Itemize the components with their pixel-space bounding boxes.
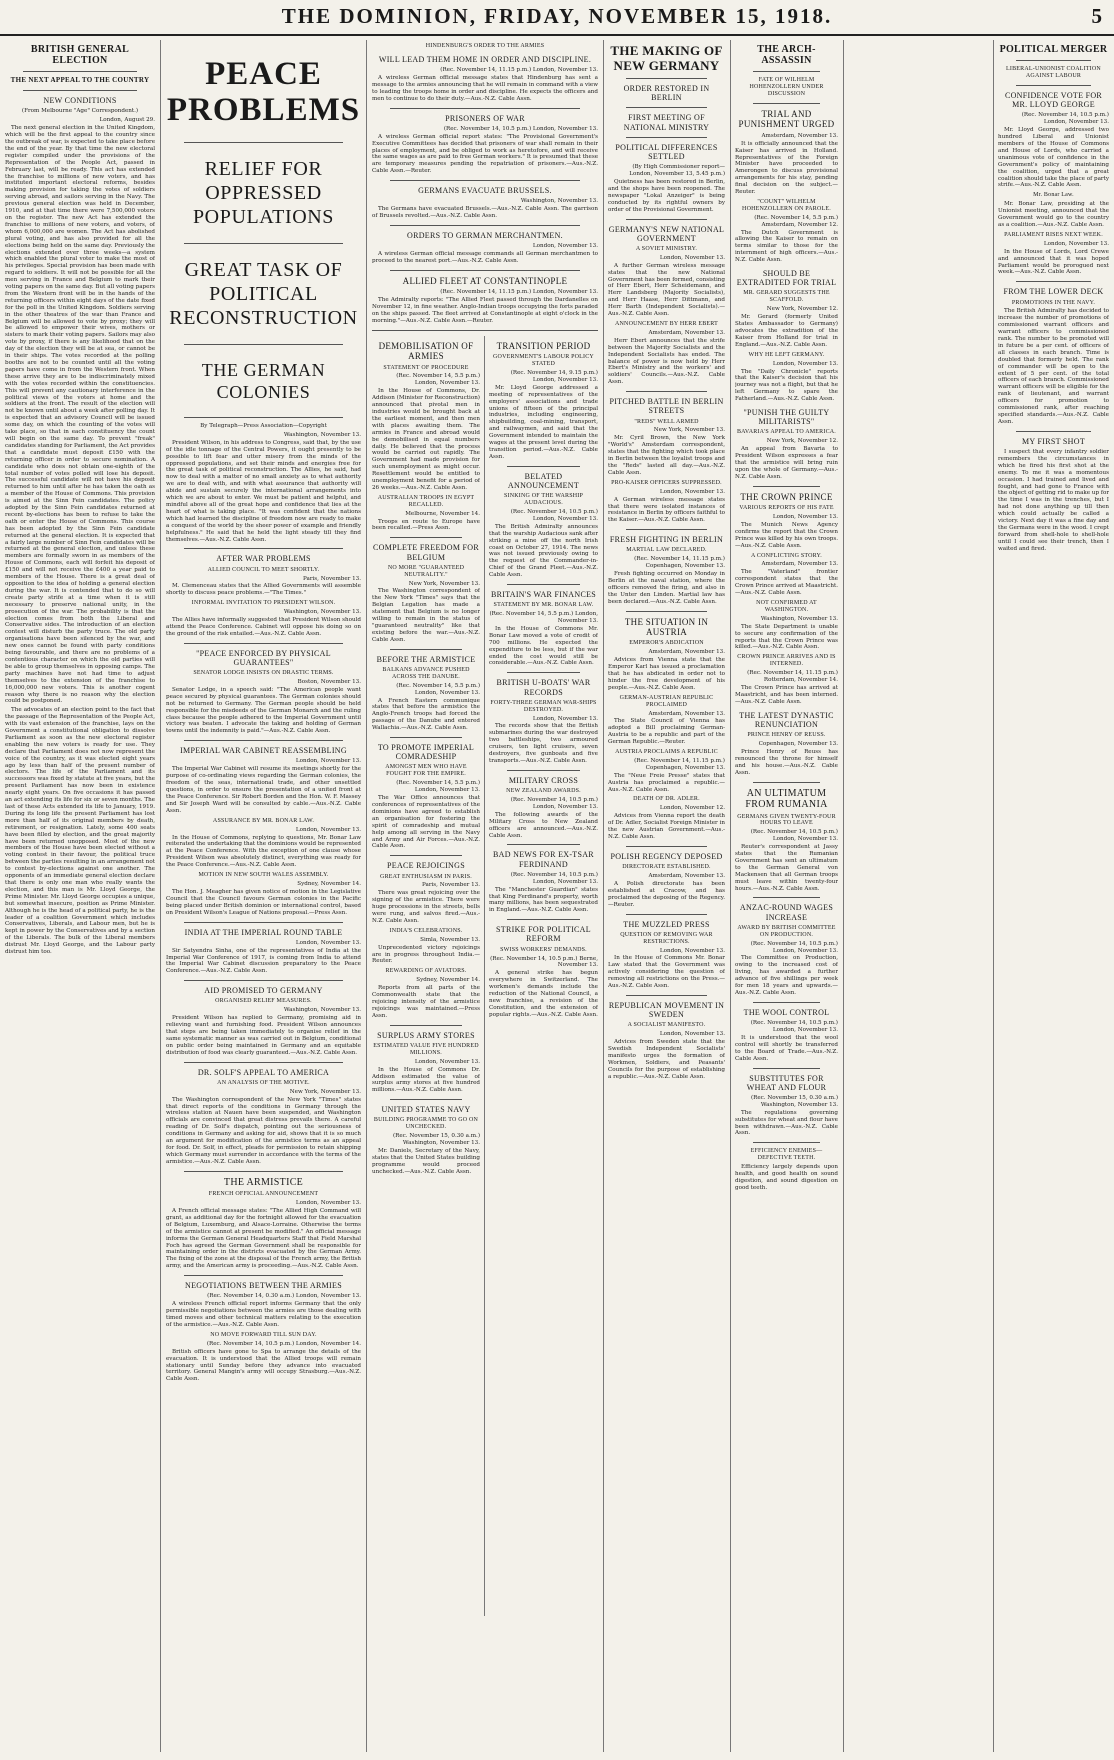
- article-headline: REPUBLICAN MOVEMENT IN SWEDEN: [608, 1000, 725, 1020]
- article-body: President Wilson, in his address to Congress, said that, by the use of the idle tonnage of the Central Powers, it ought presently to be possible to lift fear and utter misery from the minds of the oppressed populations, and set their minds and energies free for the great task of political reconstruction. The Allies, he said, had now to deal with a matter of no small anxiety as to what authority we are to deal with, and with what assurance that authority will abide and sustain securely the international arrangements into which we are about to enter. We must be patient and helpful, and mindful above all of the great hope and confidence that lies at the heart of what is taking place. "It was confident that the nations which had learned the discipline of freedom now are ready to make a conquest of the world by the sheer power of example and friendly helpfulness." He said that he held the light steady till they find themselves.—Aus.-N.Z. Cable Assn.: [166, 439, 361, 543]
- article-subheadline: FORTY-THREE GERMAN WAR-SHIPS DESTROYED.: [490, 699, 597, 713]
- dateline: (Rec. November 14, 5.5 p.m.) London, November 13.: [396, 373, 480, 387]
- article-headline: BRITISH U-BOATS' WAR RECORDS: [496, 678, 591, 697]
- sub-column-right: [489, 336, 598, 1616]
- article-body: Senator Lodge, in a speech said: "The American people want peace secured by physical guarantees. The German colonies should not be returned to Germany. The German people should be held responsible for the misdeeds of the German Monarch and the ruling class because the people adhered to the Imperial Government until victory was beaten. I advocate the taking and holding of German towns until the indemnity is paid."—Aus.-N.Z. Cable Assn.: [166, 686, 361, 735]
- article-body: Reports from all parts of the Commonwealth state that the rejoicing intensity of the armistice rejoicings was maintained.—Press Assn.: [372, 985, 480, 1019]
- article-body: A further German wireless message states that the new National Government has been formed, consisting of Herr Ebert, Herr Scheidemann, and Herr Landsberg (Majority Socialists), and Herr Haase, Herr Dittmann, and Herr Barth (Independent Socialists).—Aus.-N.Z. Cable Assn.: [608, 262, 725, 318]
- article-subheadline: INDIA'S CELEBRATIONS.: [389, 927, 463, 934]
- article-body: Advices from Vienna state that the Emperor Karl has issued a proclamation that he has abdicated in order not to hinder the free development of his people.—Aus.-N.Z. Cable Assn.: [608, 657, 725, 691]
- article-subheadline: PRINCE HENRY OF REUSS.: [747, 732, 826, 739]
- article-body: A Polish directorate has been established at Cracow, and has proclaimed the deposing of the Regency.—Reuter.: [608, 880, 725, 908]
- article-headline: BELATED ANNOUNCEMENT: [507, 471, 580, 490]
- article-subheadline: PROMOTIONS IN THE NAVY.: [1011, 299, 1096, 306]
- article-body: A wireless German official message commands all German merchantmen to proceed to the nearest port.—Aus.-N.Z. Cable Assn.: [372, 251, 598, 265]
- article-body: The War Office announces that conferences of representatives of the dominions have agreed to establish an organisation for fostering the spirit of comradeship and mutual help among all serving in the Navy and Army and Air Forces.—Aus.-N.Z. Cable Assn.: [372, 795, 480, 850]
- page-number: 5: [1091, 4, 1102, 28]
- column-rule: [730, 40, 731, 1752]
- article-headline: ORDERS TO GERMAN MERCHANTMEN.: [407, 231, 563, 241]
- article-body: A general strike has begun everywhere in Switzerland. The workmen's demands include the reduction of the National Council, a new franchise, a revision of the Constitution, and the extension of popular rights.—Aus.-N.Z. Cable Assn.: [489, 970, 598, 1018]
- article-headline: SURPLUS ARMY STORES: [377, 1030, 475, 1040]
- article-body: In the House of Lords, Lord Crewe and announced that it was hoped Parliament would be prorogued next week.—Aus.-N.Z. Cable Assn.: [998, 248, 1109, 276]
- main-deck: THE GERMAN COLONIES: [201, 360, 326, 402]
- sub-column-left: [372, 336, 480, 1616]
- article-body: The Admiralty reports: "The Allied Fleet passed through the Dardanelles on November 12, in fine weather. Anglo-Indian troops occupying the forts paraded on the ships passed. The fleet arrived at Constantinople at eight o'clock in the morning."—Aus.-N.Z. Cable Assn.—Reuter.: [372, 297, 598, 324]
- dateline: Paris, November 13.: [421, 882, 480, 889]
- article-body: Reuter's correspondent at Jassy states that the Rumanian Government has sent an ultimatum to the German General von Mackensen that all German troops must leave within twenty-four hours.—Aus.-N.Z. Cable Assn.: [735, 844, 838, 892]
- column-arch-assassin: [735, 40, 838, 1752]
- article-headline: "PEACE ENFORCED BY PHYSICAL GUARANTEES": [196, 648, 331, 667]
- article-source: (From Melbourne "Age" Correspondent.): [21, 108, 139, 115]
- article-body: Efficiency largely depends upon health, and good health on sound digestion, and sound digestion on good teeth.: [735, 1164, 838, 1191]
- article-subheadline: DEATH OF DR. ADLER.: [633, 796, 700, 803]
- article-subheadline: AWARD BY BRITISH COMMITTEE ON PRODUCTION.: [737, 924, 836, 938]
- article-subheadline: STATEMENT OF PROCEDURE: [383, 364, 469, 371]
- article-body: Mr. Bonar Law, presiding at the Unionist meeting, announced that the Government would go to the country as a coalition.—Aus.-N.Z. Cable Assn.: [998, 201, 1109, 228]
- article-body: Mr. Lloyd George addressed a meeting of representatives of the employers' associations and trade unions of fifteen of the principal industries, including engineering, shipbuilding, coal-mining, transport, and railwaymen, and said that the Government intended to maintain the wages at the present level during the transition period.—Aus.-N.Z. Cable Assn.: [489, 384, 598, 460]
- dateline: Copenhagen, November 13.: [758, 740, 838, 747]
- dateline: (Rec. November 14, 10.5 p.m.) London, November 13.: [750, 940, 838, 954]
- article-body: A wireless German official message states that Hindenburg has sent a message to the armies announcing that he will remain in command with a view to leading the troops home in order and discipline. He expects the officers and men to continue to do their duty.—Aus.-N.Z. Cable Assn.: [372, 75, 598, 102]
- dateline: New York, November 13.: [289, 1088, 361, 1095]
- article-body: The following awards of the Military Cross to New Zealand officers are announced.—Aus.-N.Z. Cable Assn.: [489, 811, 598, 839]
- article-body: In the House of Commons, Dr. Addison (Minister for Reconstruction) announced that pivotal men in industries would be brought back at the earliest moment, and then men with places awaiting them. The armies in France and abroad would be demobilised in equal numbers daily. He believed that the process would be carried out rapidly. The Government had made provision for such unemployment as might occur. Resettlement would be entitled to unemployment benefit for a period of 26 weeks.—Aus.-N.Z. Cable Assn.: [372, 388, 480, 491]
- article-subheadline: FIRST MEETING OF NATIONAL MINISTRY: [623, 113, 710, 132]
- dateline: London, November 13.: [414, 1058, 480, 1065]
- dateline: Melbourne, November 14.: [405, 510, 480, 517]
- article-subheadline: WHY HE LEFT GERMANY.: [748, 351, 825, 358]
- article-headline: PRISONERS OF WAR: [445, 113, 525, 123]
- dateline: London, November 13.: [659, 947, 725, 954]
- dateline: London, November 13.: [532, 243, 598, 250]
- column-rule: [484, 336, 485, 1616]
- article-body: It is officially announced that the Kaiser has arrived in Holland. Representatives of the Foreign Minister have proceeded to Amerongen to discuss provisional arrangements for his stay, pending final decision on the subject.—Reuter.: [735, 140, 838, 196]
- dateline: London, November 13.: [659, 254, 725, 261]
- column-rule: [366, 40, 367, 1752]
- article-headline: GERMANY'S NEW NATIONAL GOVERNMENT: [608, 224, 725, 243]
- article-headline: THE MUZZLED PRESS: [623, 919, 710, 929]
- article-body: The Hon. J. Meagher has given notice of motion in the Legislative Council that the Council favours German colonies in the Pacific being placed under British dominion or international control, based on President Wilson's League of Nations proposal.—Press Assn.: [166, 888, 361, 916]
- article-body: In the House of Commons Mr. Bonar Law stated that the Government was actively considering the question of removing all restrictions on the Press.—Aus.-N.Z. Cable Assn.: [608, 955, 725, 990]
- article-byline: By Telegraph—Press Association—Copyright: [200, 423, 327, 429]
- dateline: Amsterdam, November 13.: [648, 873, 725, 879]
- dateline: London, November 13.: [659, 1031, 725, 1038]
- article-body: The State Council of Vienna has adopted a Bill proclaiming German-Austria to be a republic and part of the German Republic.—Reuter.: [608, 718, 725, 746]
- dateline: London, November 12.: [659, 805, 725, 812]
- article-subheadline: MOTION IN NEW SOUTH WALES ASSEMBLY.: [198, 872, 329, 879]
- article-headline: PITCHED BATTLE IN BERLIN STREETS: [609, 397, 724, 416]
- article-subheadline: POLITICAL DIFFERENCES SETTLED: [615, 142, 718, 162]
- dateline: Amsterdam, November 13.: [761, 561, 838, 568]
- article-headline: THE CROWN PRINCE: [740, 491, 833, 502]
- dateline: Washington, November 13.: [283, 609, 361, 616]
- article-body: The "Neue Freie Presse" states that Austria has proclaimed a republic.—Aus.-N.Z. Cable Assn.: [608, 772, 725, 793]
- dateline: (Rec. November 14, 0.30 a.m.) London, November 13.: [207, 1293, 361, 1300]
- article-headline: STRIKE FOR POLITICAL REFORM: [496, 925, 591, 944]
- article-body: Advices from Sweden state that the Swedish Independent Socialists' manifesto urges the formation of Workmen, Soldiers, and Peasants' Councils for the purpose of establishing a republic.—Aus.-N.Z. Cable Assn.: [608, 1039, 725, 1080]
- dateline: Amsterdam, November 13.: [648, 710, 725, 717]
- dateline: (Rec. November 14, 10.5 p.m.) Berne, November 13.: [490, 955, 598, 969]
- article-headline: BEFORE THE ARMISTICE: [376, 654, 476, 664]
- article-subheadline: GREAT ENTHUSIASM IN PARIS.: [380, 873, 472, 880]
- dateline: New York, November 12.: [766, 306, 838, 313]
- article-subheadline: BUILDING PROGRAMME TO GO ON UNCHECKED.: [373, 1117, 479, 1131]
- article-subheadline: BAVARIA'S APPEAL TO AMERICA.: [736, 429, 837, 436]
- article-body: The British Admiralty has decided to increase the number of promotions of commissioned warrant officers and warrant officers to commissioned rank. The number to be promoted will in future be a per cent. of officers of all classes in each branch. Time is doubled that formerly held. The rank of commander will be open to the extent of 5 per cent. of the total officers of each branch. Commissioned warrant officers will be eligible for the rank of lieutenant, and warrant officers for promotion to commissioned rank, after reaching specified standards.—Aus.-N.Z. Cable Assn.: [998, 308, 1109, 425]
- dateline: Washington, November 13.: [520, 198, 598, 205]
- dateline: London, November 13.: [295, 758, 361, 765]
- article-headline: THE WOOL CONTROL: [743, 1007, 830, 1017]
- article-subheadline: QUESTION OF REMOVING WAR RESTRICTIONS.: [620, 931, 713, 945]
- article-headline: IMPERIAL WAR CABINET REASSEMBLING: [180, 746, 347, 756]
- dateline: (Rec. November 14, 10.5 p.m.) London, November 13.: [750, 829, 838, 843]
- article-body: The Washington correspondent of the New York "Times" states that direct reports of the conditions in Germany through the wireless station at Nauen have been suspended, and Washington officials are convinced that great distress prevails there. A careful reading of Dr. Solf's dispatch, pointing out the seriousness of conditions in Germany and asking for aid, shows that it is so much an argument for modification of the armistice terms as an appeal for food. Dr. Solf, in effect, pleads for permission to retain shipping which Germany must surrender in accordance with the terms of the armistice.—Aus.-N.Z. Cable Assn.: [166, 1096, 361, 1165]
- article-headline: POLISH REGENCY DEPOSED: [610, 851, 723, 861]
- dateline: Sydney, November 14.: [416, 977, 480, 984]
- article-subheadline: ASSURANCE BY MR. BONAR LAW.: [212, 817, 315, 824]
- article-body: In the House of Commons Mr. Bonar Law moved a vote of credit of 700 millions. He expected the expenditure to be less, but if the war ended the cost would still be considerable.—Aus.-N.Z. Cable Assn.: [489, 625, 598, 667]
- article-subheadline: STATEMENT BY MR. BONAR LAW.: [493, 602, 594, 609]
- main-deck: RELIEF FOR OPPRESSED POPULATIONS: [192, 158, 335, 228]
- article-subheadline: CROWN PRINCE ARRIVES AND IS INTERNED.: [737, 654, 836, 668]
- dateline: Washington, November 13.: [283, 431, 361, 438]
- article-body: British officers have gone to Spa to arrange the details of the evacuation. It is understood that the Allied troops will remain stationary until Sunday before they advance into evacuated territory. General Mangin's army will occupy Strasburg.—Aus.-N.Z. Cable Assn.: [166, 1348, 361, 1383]
- article-subheadline: INFORMAL INVITATION TO PRESIDENT WILSON.: [191, 600, 336, 607]
- dateline: (Rec. November 14, 9.15 p.m.) London, November 13.: [510, 370, 598, 383]
- column-election: [5, 40, 155, 1752]
- article-headline: THE SITUATION IN AUSTRIA: [624, 616, 709, 637]
- dateline: (Rec. November 14, 11.15 p.m.) Rotterdam, November 14.: [747, 670, 838, 684]
- article-subheadline: PARLIAMENT RISES NEXT WEEK.: [1004, 231, 1103, 238]
- column-peace-problems: [166, 40, 361, 1752]
- article-subheadline: AUSTRALIAN TROOPS IN EGYPT RECALLED.: [377, 494, 475, 508]
- dateline: (Rec. November 14, 5.5 p.m.) London, November 13.: [396, 682, 480, 696]
- article-subheadline: "REDS" WELL ARMED: [634, 418, 699, 425]
- article-subheadline: ORDER RESTORED IN BERLIN: [623, 84, 710, 103]
- dateline: (Rec. November 14, 10.5 p.m.) London, November 13.: [1021, 112, 1109, 126]
- article-body: M. Clemenceau states that the Allied Governments will assemble shortly to discuss peace problems.—"The Times.": [166, 583, 361, 597]
- article-body: In the House of Commons, replying to questions, Mr. Bonar Law reiterated the undertaking that the dominions would be represented at the Peace Conference. With the exception of one clause whose President Wilson was absolutely distinct, everything was ready for the Peace Conference.—Aus.-N.Z. Cable Assn.: [166, 834, 361, 869]
- article-headline: TRANSITION PERIOD: [496, 340, 591, 351]
- masthead-title: THE DOMINION, FRIDAY, NOVEMBER 15, 1918.: [281, 4, 833, 28]
- article-subheadline: AN ANALYSIS OF THE MOTIVE.: [217, 1079, 310, 1086]
- dateline: Simla, November 13.: [420, 936, 480, 943]
- dateline: Washington, November 13.: [760, 615, 838, 622]
- column-continued: [848, 40, 988, 1752]
- article-body: The Munich News Agency confirms the report that the Crown Prince was killed by his own troops.—Aus.-N.Z. Cable Assn.: [735, 521, 838, 549]
- article-headline: COMPLETE FREEDOM FOR BELGIUM: [372, 543, 479, 562]
- article-body: The Washington correspondent of the New York "Times" says that the Belgian Legation has made a statement that Belgium is no longer willing to remain in the status of "guaranteed neutrality" like that existing before the war.—Aus.-N.Z. Cable Assn.: [372, 588, 480, 643]
- article-headline: BRITAIN'S WAR FINANCES: [490, 590, 597, 600]
- article-headline: "PUNISH THE GUILTY MILITARISTS": [743, 408, 830, 427]
- article-body: Unprecedented victory rejoicings are in progress throughout India.—Reuter.: [372, 944, 480, 965]
- dateline: (Rec. November 15, 0.30 a.m.) Washington, November 13.: [750, 1094, 838, 1108]
- article-body: The "Manchester Guardian" states that King Ferdinand's property, worth many millions, has been sequestrated in England.—Aus.-N.Z. Cable Assn.: [489, 886, 598, 914]
- article-headline: NEGOTIATIONS BETWEEN THE ARMIES: [185, 1281, 342, 1291]
- article-body: The Allies have informally suggested that President Wilson should attend the Peace Conference. Cabinet will oppose his doing so on the ground of the risk entailed.—Aus.-N.Z. Cable Assn.: [166, 617, 361, 637]
- article-body: The "Vaterland" frontier correspondent states that the Crown Prince arrived at Maastricht.—Aus.-N.Z. Cable Assn.: [735, 569, 838, 597]
- article-body: The records show that the British submarines during the war destroyed two battleships, two armoured cruisers, ten light cruisers, seven destroyers, five gunboats and five transports.—Aus.-N.Z. Cable Assn.: [489, 723, 598, 764]
- article-headline: FROM THE LOWER DECK: [1003, 287, 1104, 297]
- article-body: There was great rejoicing over the signing of the armistice. There were huge processions in the streets, bells were rung, and salvos fired.—Aus.-N.Z. Cable Assn.: [372, 890, 480, 924]
- dateline: (Rec. November 14, 11.15 p.m.) Copenhagen, November 13.: [634, 556, 725, 570]
- article-subheadline: DIRECTORATE ESTABLISHED.: [622, 864, 711, 871]
- article-body: A French official message states: "The Allied High Command will grant, as additional day for the fortnight allowed for the evacuation of Belgium, Luxemburg, and Alsace-Lorraine. Otherwise the terms of the armistice cannot at present be modified." An official message informs the German General Headquarters Staff that Field Marshal Foch has agreed the German Government shall be responsible for maintaining order in the districts evacuated by the German Army. The fixing of the zone at the disposal of the French army, the British army, and the American army is proceeding.—Aus.-N.Z. Cable Assn.: [166, 1208, 361, 1270]
- article-body: Mr. Lloyd George, addressed two hundred Liberal and Unionist members of the House of Commons and House of Lords, who carried a unanimous vote of confidence in the Government's policy of maintaining the coalition, urged that a great coalition should take the place of party strife.—Aus.-N.Z. Cable Assn.: [998, 127, 1109, 189]
- article-headline: BAD NEWS FOR EX-TSAR FERDINAND: [493, 850, 594, 869]
- article-body: A German wireless message states that there were isolated instances of resistance in Berlin by officers faithful to the Kaiser.—Aus.-N.Z. Cable Assn.: [608, 496, 725, 524]
- article-subheadline: GERMAN-AUSTRIAN REPUBLIC PROCLAIMED: [619, 694, 714, 708]
- dateline: London, November 13.: [295, 1200, 361, 1207]
- article-subheadline: A SOCIALIST MANIFESTO.: [627, 1022, 706, 1029]
- dateline: London, November 13.: [1043, 240, 1109, 247]
- article-subheadline: BALKANS ADVANCE PUSHED ACROSS THE DANUBE.: [382, 666, 470, 680]
- article-body: Troops en route to Europe have been recalled.—Press Assn.: [372, 518, 480, 532]
- article-headline: SUBSTITUTES FOR WHEAT AND FLOUR: [746, 1073, 827, 1092]
- article-body: Prince Henry of Reuss has renounced the throne for himself and his house.—Aus.-N.Z. Cable Assn.: [735, 748, 838, 776]
- article-headline: ANZAC-ROUND WAGES INCREASE: [739, 903, 834, 922]
- dateline: (Rec. November 14, 11.15 p.m.) London, November 13.: [440, 67, 598, 74]
- article-subheadline: NEW ZEALAND AWARDS.: [506, 788, 581, 795]
- article-subheadline: SINKING OF THE WARSHIP AUDACIOUS.: [503, 493, 584, 507]
- article-body: The advocates of an election point to the fact that the passage of the Representation of the People Act, with its vast extension of the franchise, lays on the Government a constitutional obligation to dissolve Parliament as soon as the new electoral register enabling the new voters is ready for use. They declare that Parliament does not now represent the voice of the country, as it was elected eight years ago by less than half of the present number of electors. The life of the Parliament and its successors was fixed by statute at five years, but the present Parliament has now been in existence nearly eight years. On five occasions it has passed an act extending its life for six or seven months. The last of these Acts extended its life to January, 1919. During its long life the present Parliament has lost more than half of its original members by death, retirement, or resignation. Lately, some 400 seats have been filled by election, and the great majority have been returned unopposed. Most of the new members of the House have been elected without a voting contest in their favour, the political truce between the parties resulting in an arrangement not to contest by-elections against one another. The opponents of an immediate general election declare that there is only one man who really wants the election, and this man is Mr. Lloyd George, the Prime Minister. Mr. Lloyd George occupies a unique, but somewhat insecure, position as Prime Minister. Although he is the head of a political party, he is the leader of a coalition Government which includes Conservatives, Liberals, and Labour men, but he is kept in power by the Conservatives and by a section of the Liberals. The bulk of the Liberal members distrust Mr. Lloyd George, and the Labour party distrust him too.: [5, 707, 155, 956]
- article-subheadline: A SOVIET MINISTRY.: [635, 245, 698, 252]
- dateline: London, November 13.: [659, 488, 725, 495]
- article-subheadline: MARTIAL LAW DECLARED.: [626, 547, 707, 554]
- article-subheadline: TRIAL AND PUNISHMENT URGED: [738, 109, 835, 130]
- article-body: Mr. Cyril Brown, the New York "World's" Amsterdam correspondent, states that the fighting which took place in Berlin between the loyalist troops and the "Reds" lasted all day.—Aus.-N.Z. Cable Assn.: [608, 435, 725, 476]
- dateline: (Rec. November 14, 11.15 p.m.) Copenhagen, November 13.: [634, 757, 725, 771]
- column-war-news: [372, 40, 598, 1752]
- dateline: (Rec. November 14, 10.5 p.m.) London, November 14.: [206, 1340, 361, 1347]
- article-headline: ALLIED FLEET AT CONSTANTINOPLE: [402, 275, 568, 286]
- article-headline: AID PROMISED TO GERMANY: [204, 986, 323, 996]
- article-subheadline: NEW CONDITIONS: [43, 96, 117, 106]
- article-headline: INDIA AT THE IMPERIAL ROUND TABLE: [184, 927, 343, 937]
- masthead: [0, 0, 1114, 36]
- dateline: (Rec. November 14, 10.5 p.m.) London, November 13.: [510, 508, 598, 522]
- dateline: London, November 13.: [295, 826, 361, 833]
- dateline: London, August 29.: [99, 117, 155, 124]
- article-body: The British Admiralty announces that the warship Audacious sank after striking a mine off the north Irish coast on October 27, 1914. The news was not issued previously owing to the request of the Commander-in-Chief of the Grand Fleet.—Aus.-N.Z. Cable Assn.: [489, 523, 598, 579]
- article-headline: GERMANS EVACUATE BRUSSELS.: [418, 186, 552, 196]
- article-headline: DEMOBILISATION OF ARMIES: [378, 340, 474, 362]
- dateline: (Rec. November 14, 10.5 p.m.) London, November 13.: [750, 1020, 838, 1033]
- article-subheadline: GOVERNMENT'S LABOUR POLICY STATED: [493, 354, 594, 368]
- main-headline: PEACE PROBLEMS: [166, 56, 361, 128]
- article-subheadline: CONFIDENCE VOTE FOR MR. LLOYD GEORGE: [1004, 91, 1103, 110]
- article-body: Quietness has been restored in Berlin, and the shops have been reopened. The newspaper "Lokal Anzeiger" is being conducted by its rightful owners by order of the Provisional Government.: [608, 179, 725, 213]
- article-body: Mr. Daniels, Secretary of the Navy, states that the United States building programme would proceed unchecked.—Aus.-N.Z. Cable Assn.: [372, 1148, 480, 1175]
- article-body: A French Eastern communique states that before the armistice the Anglo-French troops had forced the passage of the Danube and entered Wallachia.—Aus.-N.Z. Cable Assn.: [372, 697, 480, 732]
- article-subheadline: ORGANISED RELIEF MEASURES.: [215, 998, 312, 1005]
- dateline: New York, November 13.: [408, 580, 480, 587]
- article-body: President Wilson has replied to Germany, promising aid in relieving want and furnishing food. President Wilson announces that steps are being taken immediately to organise relief in the same systematic manner as was carried out in Belgium, conditional on public order being maintained in Germany and an equitable distribution of food was clearly guaranteed.—Aus.-N.Z. Cable Assn.: [166, 1015, 361, 1056]
- dateline: London, November 13.: [532, 715, 598, 722]
- article-subheadline: NO MOVE FORWARD TILL SUN DAY.: [210, 1331, 317, 1338]
- dateline: Amsterdam, November 13.: [761, 132, 838, 139]
- dateline: Boston, November 13.: [297, 679, 361, 686]
- article-subheadline: THE NEXT APPEAL TO THE COUNTRY: [10, 76, 150, 85]
- article-headline: THE MAKING OF NEW GERMANY: [610, 43, 723, 73]
- article-body: The Dutch Government is allowing the Kaiser to remain on terms similar to those for the internment of high officers.—Aus.-N.Z. Cable Assn.: [735, 229, 838, 264]
- main-deck: GREAT TASK OF POLITICAL RECONSTRUCTION: [169, 259, 358, 329]
- article-subheadline: FATE OF WILHELM HOHENZOLLERN UNDER DISCUSSION: [749, 77, 824, 98]
- column-rule: [603, 40, 604, 1752]
- article-body: The regulations governing substitutes for wheat and flour have been withdrawn.—Aus.-N.Z. Cable Assn.: [735, 1109, 838, 1137]
- dateline: London, November 13.: [772, 514, 838, 521]
- dateline: Paris, November 13.: [302, 575, 361, 582]
- dateline: (Rec. November 14, 11.15 p.m.) London, November 13.: [440, 289, 598, 296]
- dateline: (Rec. November 15, 0.30 a.m.) Washington, November 13.: [392, 1133, 480, 1147]
- dateline: (Rec. November 14, 5.5 p.m.) Amsterdam, November 12.: [754, 214, 838, 228]
- article-body: An appeal from Bavaria to President Wilson expresses a fear that the armistice will bring ruin upon the whole of Germany.—Aus.-N.Z. Cable Assn.: [735, 446, 838, 480]
- article-subheadline: MR. GERARD SUGGESTS THE SCAFFOLD.: [743, 290, 830, 304]
- article-body: It is understood that the wool control will shortly be transferred to the Board of Trade.—Aus.-N.Z. Cable Assn.: [735, 1034, 838, 1062]
- article-subheadline: LIBERAL-UNIONIST COALITION AGAINST LABOUR: [1006, 66, 1101, 80]
- article-subheadline: GERMANS GIVEN TWENTY-FOUR HOURS TO LEAVE: [737, 813, 836, 827]
- article-subheadline: REWARDING OF AVIATORS.: [385, 968, 467, 975]
- dateline: (By High Commissioner report— London, November 13, 5.45 p.m.): [629, 164, 725, 178]
- article-headline: UNITED STATES NAVY: [381, 1105, 471, 1115]
- article-subheadline: AUSTRIA PROCLAIMS A REPUBLIC: [615, 749, 718, 756]
- article-body: Fresh fighting occurred on Monday in Berlin at the naval station, where the officers removed the firing, and also in the Unter den Linden. Martial law has been declared.—Aus.-N.Z. Cable Assn.: [608, 571, 725, 605]
- article-headline: PEACE REJOICINGS: [387, 861, 465, 871]
- article-subheadline: ANNOUNCEMENT BY HERR EBERT: [614, 321, 718, 327]
- article-headline: BRITISH GENERAL ELECTION: [30, 44, 130, 67]
- article-headline: HINDENBURG'S ORDER TO THE ARMIES: [425, 43, 545, 49]
- dateline: (Rec. November 14, 10.5 p.m.) London, November 13.: [510, 797, 598, 810]
- dateline: London, November 13.: [295, 939, 361, 946]
- article-body: The Committee on Production, owing to the increased cost of living, has awarded a further advance of five shillings per week for men 18 years and upwards.—Aus.-N.Z. Cable Assn.: [735, 955, 838, 996]
- article-subheadline: PRO-KAISER OFFICERS SUPPRESSED.: [611, 479, 722, 486]
- dateline: New York, November 13.: [653, 427, 725, 434]
- dateline: Amsterdam, November 13.: [648, 329, 725, 336]
- article-body: The next general election in the United Kingdom, which will be the first appeal to the country since the outbreak of war, is expected to take place before the end of the year. By that time the new electoral register compiled under the provisions of the Representation of the People Act, passed in February last, will be ready. This act has extended the franchise to millions of new voters, and has instituted important electoral reforms, besides making provision for taking the votes of soldiers serving abroad, and sailors serving in the Navy. The previous general election was held in December, 1910, and at that time there were 7,500,000 voters on the register. The new Act has extended the franchise to millions of new voters, and voters, of whom 6,000,000 are women. The Act has abolished plural voting, and has also provided for all the elections being held on the same day. Previously the elections extended over three weeks—a system which enabled the plural voter to make the most of his privileges. Special provision has been made with regard to soldiers. It will not be possible for all the men serving in France and Belgium to mark their voting papers on the same day. But all voting papers from the Western front will be in the hands of the returning officers within eight days of the date fixed for the poll in the United Kingdom. Soldiers serving in the other theatres of the war than France and Belgium will be allowed to vote by proxy; they will be allowed to empower their wives, mothers or sisters to mark their voting papers. Sailors may also vote by proxy, if there is any likelihood that on the day of the election they will be at sea, or cannot be in their ships. The votes recorded at the polling booths are not to be counted until all the voting papers have come in from the Western front. When these arrive they are to be indiscriminately mixed with the votes recorded within the constituencies. This will prevent any cautionary interference in the political views of the voters at home and the soldiers at the front. The result of the election will not be known until about a week after polling day. It is expected that an advisory Council will be issued some day, on which the counting of the votes will take place, so that in each constituency the count will begin on the same day. To prevent "freak" candidates standing for Parliament, the Act provides that a candidate must deposit £150 with the returning officer in order to secure nomination. A candidate who does not obtain one-eighth of the total number of votes polled will lose his deposit. The successful candidate will not have his deposit returned to him until after he has taken the oath as a member of the House of Commons. This provision is aimed at the Sinn Fein candidates. The policy adopted by the Sinn Fein candidates returned at recent by-elections has been to refuse to take the oath or enter the House of Commons. This course has been adopted by the Sinn Fein candidate returned at the general election. It is expected that a fairly large number of Sinn Fein candidates will be returned at the general election, and unless these members are formally sworn in as members of the House of Commons, each will forfeit his deposit of £150 and will not receive the £400 a year paid to members of the House. There is a great deal of opposition to the idea of holding a general election during the war. It is contended that to do so will create party strife at a time when it is still necessary to preserve national unity, in the prosecution of the war. The probability is that the election comes from both the Liberal and Conservative sides. The introduction of an election contest will disturb the party truce. The old party organisations have been silenced by the war, and new ones cannot be found with party conditions being favourable, and there are no problems of a contentious character on which the old parties will be able to group themselves in opposing camps. The party machines have not had time to adjust themselves to the extension of the franchise to 16,000,000 new voters. This is another cogent reason why there is no reason why the election could be postponed.: [5, 125, 155, 705]
- article-headline: DR. SOLF'S APPEAL TO AMERICA: [197, 1067, 330, 1077]
- article-body: The State Department is unable to secure any confirmation of the reports that the Crown Prince was killed.—Aus.-N.Z. Cable Assn.: [735, 623, 838, 651]
- article-subheadline: NOT CONFIRMED AT WASHINGTON.: [756, 600, 817, 613]
- article-subheadline: ALLIED COUNCIL TO MEET SHORTLY.: [207, 566, 320, 573]
- article-headline: MILITARY CROSS: [508, 775, 579, 785]
- article-body: Mr. Gerard (formerly United States Ambassador to Germany) advocates the extradition of the Kaiser from Holland for trial in England.—Aus.-N.Z. Cable Assn.: [735, 314, 838, 348]
- article-headline: POLITICAL MERGER: [999, 44, 1108, 55]
- article-headline: SHOULD BE EXTRADITED FOR TRIAL: [736, 269, 837, 288]
- article-headline: TO PROMOTE IMPERIAL COMRADESHIP: [377, 743, 475, 762]
- article-body: The "Daily Chronicle" reports that the Kaiser's decision that his journey was not a flight, but that he left Germany to spare the Fatherland.—Aus.-N.Z. Cable Assn.: [735, 368, 838, 403]
- article-headline: AN ULTIMATUM FROM RUMANIA: [745, 787, 828, 810]
- column-political-merger: [998, 40, 1109, 1752]
- article-body: The Imperial War Cabinet will resume its meetings shortly for the purpose of co-ordinating views regarding the German colonies, the freedom of the seas, international trade, and other unsettled questions, in order to ensure the presentation of a united front at the Peace Conference. Sir Robert Borden and the Hon. W. F. Massey and Sir Joseph Ward will be consulted by cable.—Aus.-N.Z. Cable Assn.: [166, 766, 361, 814]
- article-body: Advices from Vienna report the death of Dr. Adler, Socialist Foreign Minister in the new Austrian Government.—Aus.-N.Z. Cable Assn.: [608, 813, 725, 840]
- article-body: Sir Satyendra Sinha, one of the representatives of India at the Imperial War Conference of 1917, is coming from India to attend the Imperial War Cabinet discussion preparatory to the Peace Conference.—Aus.-N.Z. Cable Assn.: [166, 947, 361, 975]
- article-headline: EFFICIENCY ENEMIES—DEFECTIVE TEETH.: [750, 1148, 823, 1162]
- article-body: The Germans have evacuated Brussels.—Aus.-N.Z. Cable Assn. The garrison of Brussels revolted.—Aus.-N.Z. Cable Assn.: [372, 206, 598, 220]
- article-subheadline: A CONFLICTING STORY.: [751, 552, 822, 559]
- dateline: Washington, November 13.: [283, 1007, 361, 1014]
- article-subheadline: "COUNT" WILHELM HOHENZOLLERN ON PAROLE.: [742, 198, 831, 212]
- article-subheadline: FRENCH OFFICIAL ANNOUNCEMENT: [208, 1191, 319, 1198]
- article-headline: AFTER WAR PROBLEMS: [216, 554, 311, 564]
- article-headline: THE LATEST DYNASTIC RENUNCIATION: [739, 710, 834, 729]
- dateline: London, November 13.: [772, 360, 838, 367]
- dateline: New York, November 12.: [766, 438, 838, 445]
- article-headline: THE ARCH-ASSASSIN: [757, 44, 816, 67]
- dateline: (Rec. November 14, 5.5 p.m.) London, November 13.: [396, 780, 480, 794]
- article-body: I suspect that every infantry soldier remembers the circumstances in which he fired his first shot at the enemy. To me it was a momentous occasion. I had trained and lived and fought, and had gone to France with the object of getting rid to make up for the time I was in the trenches, but I had not done anything up till then which could actually be called a victory. Next day it was a fine day and the Germans were in the wood. I crept forward from shell-hole to shell-hole until I could see their trench, then I waited and fired.: [998, 449, 1109, 552]
- dateline: Sydney, November 14.: [297, 880, 361, 887]
- article-headline: FRESH FIGHTING IN BERLIN: [609, 535, 724, 545]
- article-subheadline: SENATOR LODGE INSISTS ON DRASTIC TERMS.: [193, 670, 334, 677]
- dateline: (Rec. November 14, 5.5 p.m.) London, November 13.: [489, 611, 598, 625]
- dateline: Amsterdam, November 13.: [648, 649, 725, 656]
- column-rule: [993, 40, 994, 1752]
- article-subheadline: AMONGST MEN WHO HAVE FOUGHT FOR THE EMPIRE.: [385, 764, 467, 778]
- article-subheadline: VARIOUS REPORTS OF HIS FATE: [739, 505, 834, 512]
- sub-columns: [372, 336, 598, 1616]
- article-subheadline: EMPEROR'S ABDICATION: [629, 640, 704, 647]
- article-headline: THE ARMISTICE: [223, 1176, 304, 1188]
- article-body: Herr Ebert announces that the strife between the Majority Socialists and the Independent Socialists has ended. The balance of power is now held by Herr Ebert's Ministry and the workers' and soldiers' Councils.—Aus.-N.Z. Cable Assn.: [608, 337, 725, 386]
- article-subheadline: WILL LEAD THEM HOME IN ORDER AND DISCIPLINE.: [378, 54, 592, 64]
- article-subheadline: Mr. Bonar Law.: [1033, 192, 1074, 199]
- column-rule: [843, 40, 844, 1752]
- article-headline: MY FIRST SHOT: [1021, 436, 1086, 446]
- article-body: A wireless French official report informs Germany that the only permissible negotiations between the armies are those dealing with timed moves and other technical matters relating to the execution of the armistice.—Aus.-N.Z. Cable Assn.: [166, 1301, 361, 1328]
- article-body: The Crown Prince has arrived at Maastricht, and has been interned.—Aus.-N.Z. Cable Assn.: [735, 684, 838, 705]
- column-rule: [160, 40, 161, 1752]
- dateline: (Rec. November 14, 10.5 p.m.) London, November 13.: [443, 125, 598, 132]
- article-body: A wireless German official report states: "The Provisional Government's Executive Committees has decided that prisoners of war shall remain in their places of employment, and be obliged to work as heretofore, and will receive the same wages as are paid to free German workers." It is presumed that these are temporary measures pending the repatriation of prisoners.—Aus.-N.Z. Cable Assn.—Reuter.: [372, 133, 598, 175]
- article-subheadline: SWISS WORKERS' DEMANDS.: [500, 946, 587, 953]
- column-new-germany: [608, 40, 725, 1752]
- article-subheadline: ESTIMATED VALUE FIVE HUNDRED MILLIONS.: [373, 1042, 479, 1056]
- article-subheadline: NO MORE "GUARANTEED NEUTRALITY.": [387, 564, 465, 578]
- article-body: In the House of Commons Dr. Addison estimated the value of surplus army stores at five hundred millions.—Aus.-N.Z. Cable Assn.: [372, 1066, 480, 1094]
- dateline: (Rec. November 14, 10.5 p.m.) London, November 13.: [510, 871, 598, 885]
